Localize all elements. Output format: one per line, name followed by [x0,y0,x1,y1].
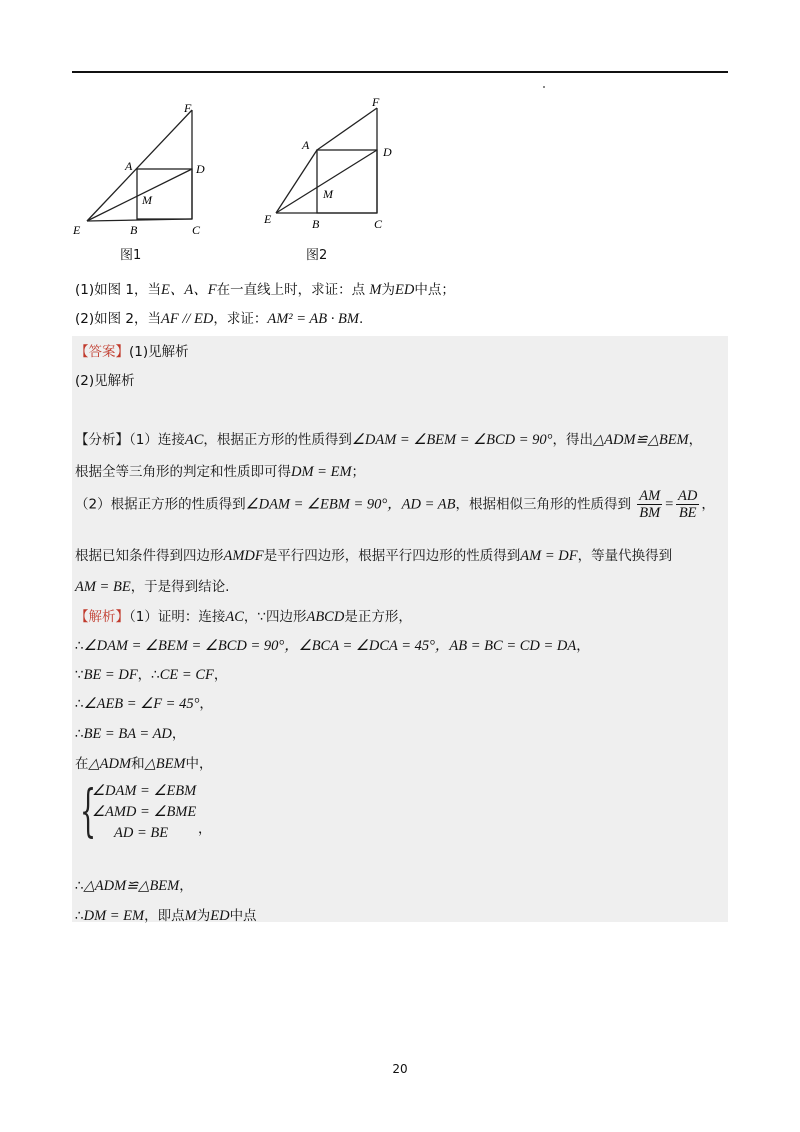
analysis-text: （1）连接 [129,432,185,448]
q2-math: AF // ED [161,311,214,327]
fig2-label-E: E [264,212,272,226]
because-symbol: ∵ [75,667,84,683]
q1-text: (1)如图 1，当 [75,282,162,298]
answer-line-1 [75,340,189,360]
analysis-text: （2）根据正方形的性质得到 [75,496,246,513]
solution-tag: 【解析】 [75,609,129,625]
solution-text: ， [199,696,213,712]
solution-text: ，∵四边形 [243,609,307,625]
fig1-label-E: E [73,223,81,237]
solution-line-2 [75,634,590,655]
system-brace: { [80,779,97,844]
analysis-text: ，等量代换得到 [577,548,673,564]
analysis-line-4 [75,544,672,565]
analysis-text: ，得出 [552,432,593,448]
answer-1: (1)见解析 [129,344,189,360]
solution-text: 在 [75,756,89,772]
solution-math: BE = BA = AD [83,726,172,742]
analysis-math: ∠DAM = ∠BEM = ∠BCD = 90° [351,432,553,448]
analysis-line-1 [75,428,702,449]
analysis-text: 是平行四边形，根据平行四边形的性质得到 [263,548,521,564]
solution-line-4 [75,692,213,713]
analysis-text: ； [351,464,366,480]
therefore-symbol: ∴ [75,878,84,894]
q1-text: 为 [381,282,395,298]
solution-text: ， [576,638,590,654]
solution-text: ， [213,667,228,683]
fig1-label-F: F [184,101,192,115]
solution-math: M [184,908,197,924]
analysis-text: ， [688,432,703,448]
analysis-line-5 [75,575,229,596]
system-line-3: AD = BE [114,825,169,841]
q1-math: M [369,282,382,298]
solution-text: 中， [185,756,213,772]
therefore-symbol: ∴ [75,638,84,654]
q2-text: ，求证： [213,311,268,327]
solution-line-7 [75,874,193,895]
solution-math: ∠AEB = ∠F = 45° [83,696,200,712]
solution-math: BE = DF [83,667,138,683]
system-comma: ， [198,821,212,837]
solution-text: ， [179,878,193,894]
analysis-line-2 [75,460,365,481]
solution-text: 和 [131,756,145,772]
fraction-am-bm [637,488,662,521]
analysis-line-3 [75,488,715,521]
fraction-numerator: AM [639,488,661,504]
solution-math: ABCD [306,609,345,625]
therefore-symbol: ∴ [75,908,84,924]
solution-text: 是正方形， [344,609,412,625]
solution-text: ，∴ [137,667,160,683]
solution-math: △ADM≌△BEM [83,878,180,894]
header-rule [72,71,728,73]
solution-math: ∠DAM = ∠BEM = ∠BCD = 90°，∠BCA = ∠DCA = 45°，AB = BC = CD = DA [83,638,577,654]
q2-text: . [358,311,364,327]
equals-sign: = [664,496,675,513]
analysis-math: AM = BE [75,579,131,595]
fig1-label-M: M [142,193,152,207]
question-1 [75,278,455,299]
fraction-ad-be [676,488,699,521]
analysis-math: AMDF [223,548,264,564]
figure-1 [70,98,220,248]
therefore-symbol: ∴ [75,696,84,712]
header-dot [543,86,545,88]
system-line-1: ∠DAM = ∠EBM [92,783,197,799]
fig2-label-M: M [323,187,333,201]
question-2 [75,307,363,328]
fig2-label-B: B [312,217,320,231]
figure-2 [262,92,412,242]
solution-line-5 [75,722,185,743]
therefore-symbol: ∴ [75,726,84,742]
solution-text: 中点 [229,908,257,924]
fig1-label-C: C [192,223,201,237]
solution-math: DM = EM [83,908,145,924]
q2-text: (2)如图 2，当 [75,311,162,327]
solution-math: ED [210,908,230,924]
fig1-label-D: D [196,162,205,176]
solution-math: CE = CF [159,667,214,683]
solution-math: △ADM [88,756,132,772]
analysis-text: ， [701,496,715,513]
analysis-text: ，根据正方形的性质得到 [203,432,352,448]
figure-1-caption: 图1 [120,248,142,263]
analysis-text: ，根据相似三角形的性质得到 [455,496,631,513]
page-number: 20 [392,1062,408,1076]
q2-math: AM² = AB · BM [267,311,359,327]
fig2-label-D: D [383,145,392,159]
answer-panel [72,336,728,922]
answer-2: (2)见解析 [75,373,135,389]
analysis-text: 根据全等三角形的判定和性质即可得 [75,464,291,480]
solution-text: 为 [196,908,211,924]
fig2-label-F: F [372,95,380,109]
analysis-math: AC [184,432,204,448]
solution-line-8 [75,904,257,925]
analysis-math: AM = DF [520,548,578,564]
solution-line-6 [75,752,213,773]
analysis-math: △ADM≌△BEM [592,432,689,448]
fraction-denominator: BM [639,505,661,521]
q1-math: ED [394,282,415,298]
solution-math: AC [225,609,244,625]
solution-text: （1）证明：连接 [129,609,226,625]
answer-line-2 [75,369,135,389]
analysis-text: 根据已知条件得到四边形 [75,548,224,564]
fig1-label-A: A [125,159,133,173]
solution-text: ，即点 [144,908,185,924]
fig1-label-B: B [130,223,138,237]
solution-line-1 [75,605,412,626]
fig2-label-A: A [302,138,310,152]
solution-line-3 [75,663,227,684]
analysis-math: ∠DAM = ∠EBM = 90°，AD = AB [245,496,456,513]
q1-math: E、A、F [161,282,217,298]
solution-math: △BEM [144,756,186,772]
analysis-text: ，于是得到结论. [130,579,230,595]
solution-text: ， [171,726,186,742]
fraction-denominator: BE [678,505,697,521]
fig2-label-C: C [374,217,383,231]
figure-2-caption: 图2 [306,248,328,263]
q1-text: 中点； [414,282,455,298]
answer-tag: 【答案】 [75,344,129,360]
analysis-tag: 【分析】 [75,432,129,448]
analysis-math: DM = EM [291,464,352,480]
fraction-numerator: AD [678,488,698,504]
q1-text: 在一直线上时，求证：点 [216,282,366,298]
system-line-2: ∠AMD = ∠BME [92,804,197,820]
